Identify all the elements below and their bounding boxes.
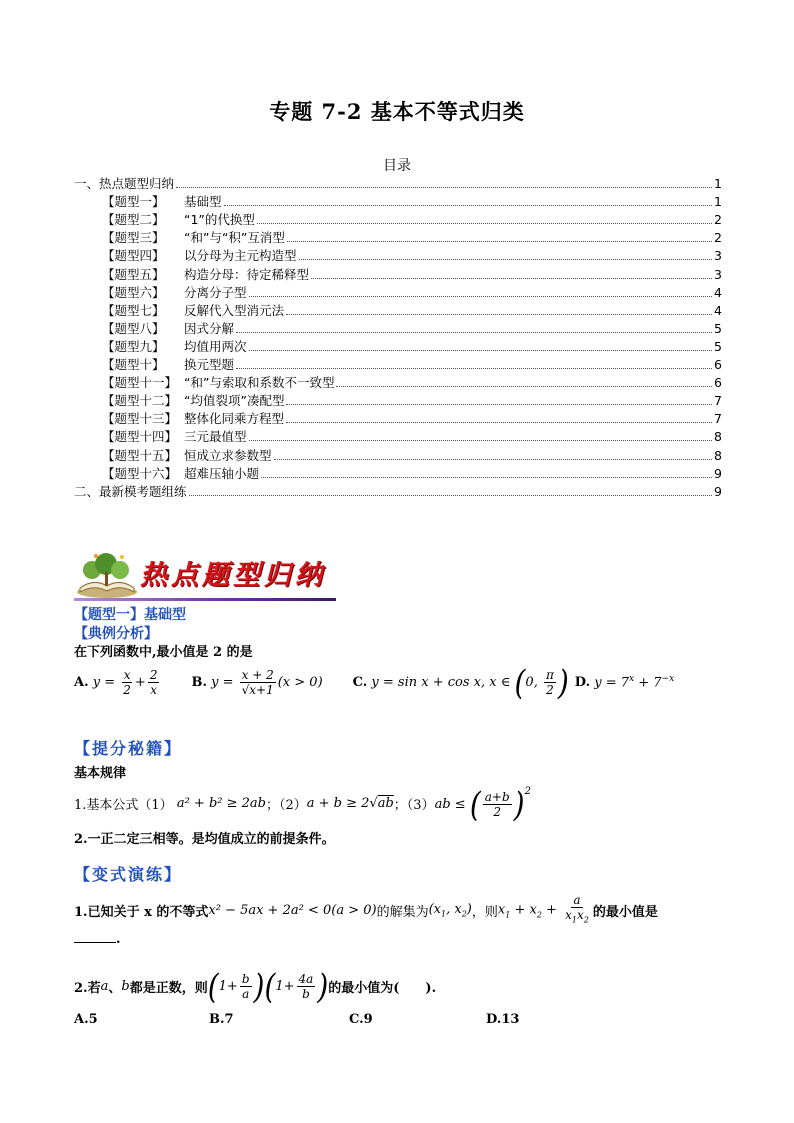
- toc-entry-label: [102, 247, 297, 265]
- rule-1: [74, 782, 531, 824]
- toc-page-number: 3: [714, 266, 722, 282]
- toc-leader-dots: [286, 421, 712, 423]
- toc-leader-dots: [236, 367, 712, 369]
- toc-entry-tag: 【题型十二】: [102, 393, 178, 409]
- toc-leader-dots: [261, 476, 712, 478]
- toc-leader-dots: [249, 295, 713, 297]
- q1-mid2: ，则: [471, 904, 498, 920]
- toc-entry-tag: 【题型十一】: [102, 375, 178, 391]
- toc-entry-text: 均值用两次: [184, 338, 247, 354]
- table-of-contents: [74, 175, 722, 501]
- toc-entry[interactable]: [74, 465, 722, 483]
- toc-entry-label: 二、最新模考题组练: [74, 483, 187, 499]
- toc-entry[interactable]: [74, 229, 722, 247]
- answer-blank: [74, 932, 116, 943]
- toc-leader-dots: [286, 403, 712, 405]
- option-b-formula: y = $\frac{x + 2}{√x+1}$ (x > 0): [206, 667, 323, 697]
- toc-leader-dots: [249, 439, 713, 441]
- section-banner-title: 热点题型归纳: [140, 560, 326, 591]
- toc-entry[interactable]: [74, 374, 722, 392]
- toc-entry-tag: 【题型一】: [102, 194, 165, 210]
- toc-entry-tag: 【题型五】: [102, 266, 165, 282]
- q2-vars: a: [100, 978, 109, 994]
- option-c-label: C.: [352, 674, 368, 690]
- toc-entry-text: “1”的代换型: [184, 212, 255, 228]
- toc-entry-label: [102, 356, 234, 374]
- toc-page-number: 7: [714, 411, 722, 427]
- toc-page-number: 1: [714, 194, 722, 210]
- toc-entry-tag: 【题型十五】: [102, 447, 178, 463]
- option-row: [74, 662, 674, 702]
- toc-entry[interactable]: [74, 320, 722, 338]
- toc-entry-tag: 【题型二】: [102, 212, 165, 228]
- q2-prefix: 2.若: [74, 980, 101, 996]
- option-d-label: D.: [574, 674, 591, 690]
- toc-heading: 目录: [383, 158, 411, 174]
- q1-inequality: x² − 5ax + 2a² < 0(a > 0): [208, 902, 377, 918]
- toc-entry-text: “和”与索取和系数不一致型: [184, 375, 335, 391]
- toc-entry[interactable]: [74, 392, 722, 410]
- toc-entry[interactable]: [74, 356, 722, 374]
- toc-entry-text: 反解代入型消元法: [184, 302, 285, 318]
- toc-leader-dots: [287, 240, 712, 242]
- toc-leader-dots: [257, 222, 712, 224]
- toc-entry-label: [102, 284, 247, 302]
- rules-heading: 基本规律: [74, 766, 127, 781]
- toc-leader-dots: [286, 313, 712, 315]
- toc-leader-dots: [336, 385, 712, 387]
- toc-entry-label: [102, 320, 234, 338]
- q1-suffix: 的最小值是: [592, 904, 658, 920]
- toc-entry[interactable]: [74, 428, 722, 446]
- toc-entry[interactable]: [74, 247, 722, 265]
- toc-entry-text: 因式分解: [184, 320, 235, 336]
- toc-entry-label: [102, 447, 272, 465]
- toc-entry-text: 恒成立求参数型: [184, 447, 272, 463]
- toc-entry-text: 构造分母：待定稀释型: [184, 266, 310, 282]
- toc-entry-tag: 【题型十四】: [102, 429, 178, 445]
- toc-page-number: 9: [714, 465, 722, 481]
- toc-entry-tag: 【题型三】: [102, 230, 165, 246]
- toc-entry-tag: 【题型十三】: [102, 411, 178, 427]
- toc-entry-label: [102, 193, 222, 211]
- q2-choice-b: B.7: [209, 1012, 234, 1027]
- toc-entry[interactable]: [74, 193, 722, 211]
- practice-question-2: 2.若 a 、 b 都是正数，则 (1+ $\frac{b}{a}$ )(1+ $\frac{4a}{b}$ ) 的最小值为( ).: [74, 966, 437, 1006]
- toc-leader-dots: [274, 458, 713, 460]
- toc-entry[interactable]: [74, 338, 722, 356]
- toc-entry-tag: 【题型十六】: [102, 465, 178, 481]
- practice-heading: 【变式演练】: [74, 865, 183, 884]
- toc-entry-label: 一、热点题型归纳: [74, 176, 175, 192]
- q1-prefix: 1.已知关于 x 的不等式: [74, 904, 209, 920]
- rule1-formula2: a + b ≥ 2√ab: [306, 795, 394, 811]
- toc-entry-text: 换元型题: [184, 357, 235, 373]
- toc-leader-dots: [176, 186, 712, 188]
- toc-entry-text: 基础型: [184, 194, 222, 210]
- toc-leader-dots: [299, 258, 713, 260]
- toc-page-number: 2: [714, 230, 722, 246]
- example-heading: 【典例分析】: [74, 626, 158, 642]
- toc-entry-text: 分离分子型: [184, 284, 247, 300]
- page-title: 专题 7-2 基本不等式归类: [269, 99, 525, 124]
- toc-entry-tag: 【题型四】: [102, 248, 165, 264]
- toc-entry[interactable]: [74, 265, 722, 283]
- toc-entry[interactable]: [74, 446, 722, 464]
- toc-entry-tag: 【题型九】: [102, 338, 165, 354]
- toc-page-number: 8: [714, 447, 722, 463]
- toc-leader-dots: [224, 204, 713, 206]
- option-a-label: A.: [74, 674, 89, 690]
- toc-page-number: 5: [714, 338, 722, 354]
- q1-expression: $x_1 + x_2$ + $\frac{a}{x_1x_2}$: [497, 892, 589, 925]
- q2-expression: (1+ $\frac{b}{a}$ )(1+ $\frac{4a}{b}$ ): [207, 966, 329, 1006]
- q2-mid: 都是正数，则: [129, 980, 208, 996]
- q1-mid: 的解集为: [376, 904, 429, 920]
- toc-entry-label: [102, 229, 285, 247]
- option-a-formula: y = $\frac{x}{2}$ + $\frac{2}{x}$: [88, 667, 158, 697]
- toc-page-number: 3: [714, 248, 722, 264]
- toc-entry-text: 三元最值型: [184, 429, 247, 445]
- toc-entry-text: “和”与“积”互消型: [184, 230, 285, 246]
- toc-entry[interactable]: [74, 175, 722, 193]
- toc-page-number: 6: [714, 375, 722, 391]
- toc-entry-text: 超难压轴小题: [184, 465, 260, 481]
- toc-entry[interactable]: [74, 211, 722, 229]
- rule1-sep1: ；（2）: [265, 797, 307, 813]
- toc-entry[interactable]: [74, 302, 722, 320]
- toc-leader-dots: [236, 331, 712, 333]
- toc-entry-label: [102, 410, 284, 428]
- type-heading: 【题型一】基础型: [74, 607, 186, 623]
- tips-heading: 【提分秘籍】: [74, 739, 183, 758]
- toc-entry-label: [102, 465, 259, 483]
- rule1-formula1: a² + b² ≥ 2ab: [172, 795, 266, 811]
- toc-entry-tag: 【题型八】: [102, 320, 165, 336]
- toc-leader-dots: [311, 277, 712, 279]
- rule1-formula3: ab ≤ ( $\frac{a+b}{2}$ )$^2$: [434, 784, 531, 824]
- q2-suffix: 的最小值为( ).: [328, 980, 437, 996]
- toc-entry-text: 整体化同乘方程型: [184, 411, 285, 427]
- toc-entry-text: 以分母为主元构造型: [184, 248, 297, 264]
- toc-entry-label: [102, 302, 284, 320]
- toc-page-number: 1: [714, 176, 722, 192]
- toc-page-number: 8: [714, 429, 722, 445]
- option-c-formula: y = sin x + cos x, x ∈ (0, $\frac{\pi}{2}$ ): [367, 662, 569, 702]
- toc-entry-label: [102, 211, 255, 229]
- toc-entry-tag: 【题型六】: [102, 284, 165, 300]
- banner-underline: [74, 598, 336, 601]
- toc-entry-tag: 【题型七】: [102, 302, 165, 318]
- toc-entry-label: [102, 374, 334, 392]
- toc-page-number: 4: [714, 302, 722, 318]
- q2-choice-a: A.5: [74, 1012, 98, 1027]
- option-b-label: B.: [191, 674, 207, 690]
- toc-entry-label: [102, 266, 309, 284]
- toc-entry-label: [102, 392, 284, 410]
- toc-page-number: 9: [714, 483, 722, 499]
- toc-entry-label: [102, 338, 247, 356]
- q2-var-b: b: [121, 978, 130, 994]
- q1-end: .: [116, 932, 121, 947]
- toc-page-number: 4: [714, 284, 722, 300]
- q1-interval: ($x_1$, $x_2$): [428, 901, 472, 919]
- toc-entry-label: [102, 428, 247, 446]
- toc-leader-dots: [249, 349, 713, 351]
- toc-entry-tag: 【题型十】: [102, 357, 165, 373]
- practice-question-1: [74, 890, 658, 930]
- toc-entry-text: “均值裂项”凑配型: [184, 393, 285, 409]
- toc-page-number: 2: [714, 212, 722, 228]
- rule1-sep2: ；（3）: [393, 797, 435, 813]
- toc-page-number: 6: [714, 357, 722, 373]
- q2-choice-d: D.13: [486, 1012, 520, 1027]
- q2-choice-c: C.9: [349, 1012, 373, 1027]
- option-d-formula: $y = 7^x + 7^{-x}$: [590, 673, 675, 691]
- rule-2: 2.一正二定三相等。是均值成立的前提条件。: [74, 832, 335, 847]
- toc-page-number: 5: [714, 320, 722, 336]
- toc-entry[interactable]: [74, 284, 722, 302]
- toc-entry[interactable]: [74, 410, 722, 428]
- toc-page-number: 7: [714, 393, 722, 409]
- q1-answer-line: [74, 932, 121, 947]
- toc-leader-dots: [189, 494, 713, 496]
- toc-entry[interactable]: [74, 483, 722, 501]
- example-question: 在下列函数中,最小值是 2 的是: [74, 645, 253, 660]
- rule1-prefix: 1.基本公式（1）: [74, 797, 173, 813]
